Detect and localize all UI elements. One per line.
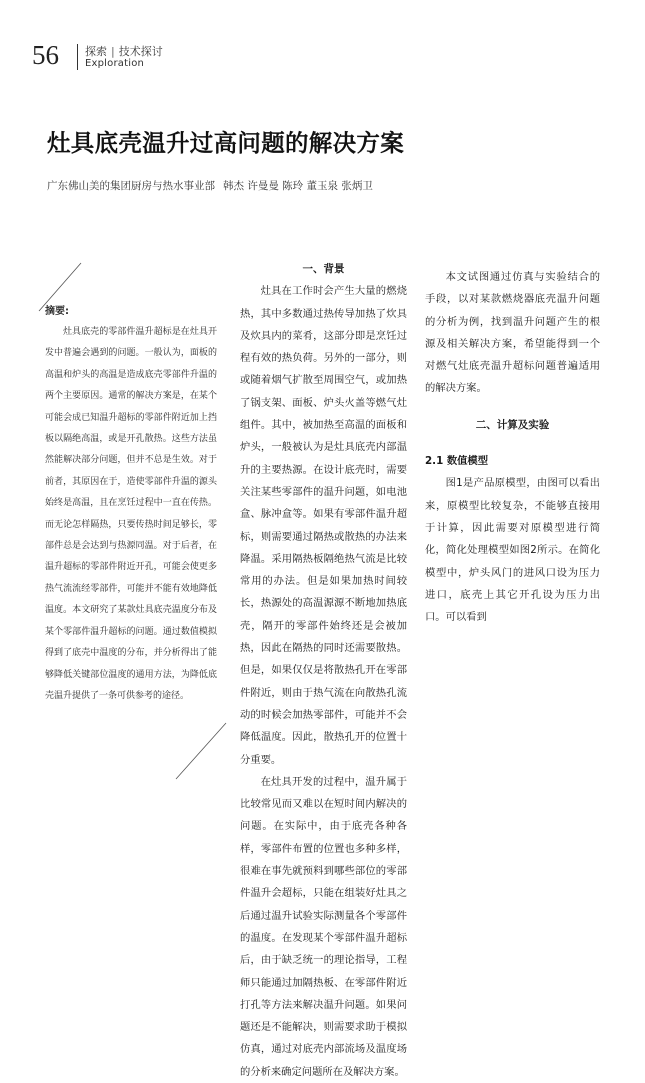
section-name: 探索 [85, 45, 107, 58]
header-divider [77, 44, 78, 70]
page-number: 56 [32, 40, 59, 70]
section-english: Exploration [85, 58, 145, 69]
body-column-2 [425, 258, 600, 628]
section-label: 探索 | 技术探讨 [85, 45, 163, 58]
section-heading-background: 一、背景 [302, 263, 345, 275]
section-heading-calculation: 二、计算及实验 [475, 418, 550, 431]
author-line [47, 178, 373, 193]
abstract-heading: 摘要: [45, 306, 69, 317]
subsection-name: 技术探讨 [118, 45, 163, 58]
body-paragraph: 本文试图通过仿真与实验结合的手段，以对某款燃烧器底壳温升问题的分析为例，找到温升问题产生的根源及相关解决方案，希望能得到一个对燃气灶底壳温升超标问题普遍适用的解决方案。 [425, 271, 600, 395]
article-title: 灶具底壳温升过高问题的解决方案 [47, 129, 404, 157]
section-gap [425, 436, 600, 450]
abstract-text: 灶具底壳的零部件温升超标是在灶具开发中普遍会遇到的问题。一般认为，面板的高温和炉头的高温是造成底壳零部件升温的两个主要原因。通常的解决方案是，在某个可能会成已知温升超标的零部件附近加上挡板以隔绝高温，或是开孔散热。这些方法虽然能解决部分问题，但并不总是生效。对于前者，其原因在于，造使零部件升温的源头始终是高温，且在烹饪过程中一直在传热。而无论怎样隔热，只要传热时间足够长，零部件总是会达到与热源同温。对于后者，在温升超标的零部件附近开孔，可能会使更多热气流流经零部件，可能并不能有效地降低温度。本文研究了某款灶具底壳温度分布及某个零部件温升超标的问题。通过数值模拟得到了底壳中温度的分布，并分析得出了能够降低关键部位温度的通用方法，为降低底壳温升提供了一条可供参考的途径。 [45, 327, 217, 701]
body-paragraph: 图1是产品原模型，由图可以看出来，原模型比较复杂，不能够直接用于计算，因此需要对原模型进行简化，简化处理模型如图2所示。在简化模型中，炉头风门的进风口设为压力进口，底壳上其它开孔设为压力出口。可以看到 [425, 477, 600, 624]
author-names: 韩杰 许曼曼 陈玲 董玉泉 张炳卫 [223, 180, 373, 192]
body-column-1 [240, 258, 407, 1083]
subsection-heading-numerical-model: 2.1 数值模型 [425, 455, 489, 468]
abstract [45, 302, 217, 707]
body-paragraph: 灶具在工作时会产生大量的燃烧热，其中多数通过热传导加热了炊具及炊具内的菜肴，这部分即是烹饪过程有效的热负荷。另外的一部分，则或随着烟气扩散至周围空气，或加热了锅支架、面板、炉头火盖等燃气灶组件。其中，被加热至高温的面板和炉头，一般被认为是灶具底壳内部温升的主要热源。在设计底壳时，需要关注某些零部件的温升问题，如电池盒、脉冲盒等。如果有零部件温升超标，则需要通过隔热或散热的办法来降温。采用隔热板隔绝热气流是比较常用的办法。但是如果加热时间较长，热源处的高温源源不断地加热底壳，隔开的零部件始终还是会被加热，因此在隔热的同时还需要散热。但是，如果仅仅是将散热孔开在零部件附近，则由于热气流在向散热孔流动的时候会加热零部件，可能并不会降低温度。因此，散热孔开的位置十分重要。 [240, 285, 407, 766]
column-spacer [425, 258, 600, 266]
abstract-bottom-diagonal-line [175, 722, 227, 780]
affiliation: 广东佛山美的集团厨房与热水事业部 [47, 180, 215, 192]
section-gap [425, 400, 600, 414]
body-paragraph: 在灶具开发的过程中，温升属于比较常见而又难以在短时间内解决的问题。在实际中，由于底壳各种各样，零部件布置的位置也多种多样，很难在事先就预料到哪些部位的零部件温升会超标，只能在组装好灶具之后通过温升试验实际测量各个零部件的温度。在发现某个零部件温升超标后，由于缺乏统一的理论指导，工程师只能通过加隔热板、在零部件附近打孔等方法来解决温升问题。如果问题还是不能解决，则需要求助于模拟仿真，通过对底壳内部流场及温度场的分析来确定问题所在及解决方案。 [240, 775, 407, 1078]
